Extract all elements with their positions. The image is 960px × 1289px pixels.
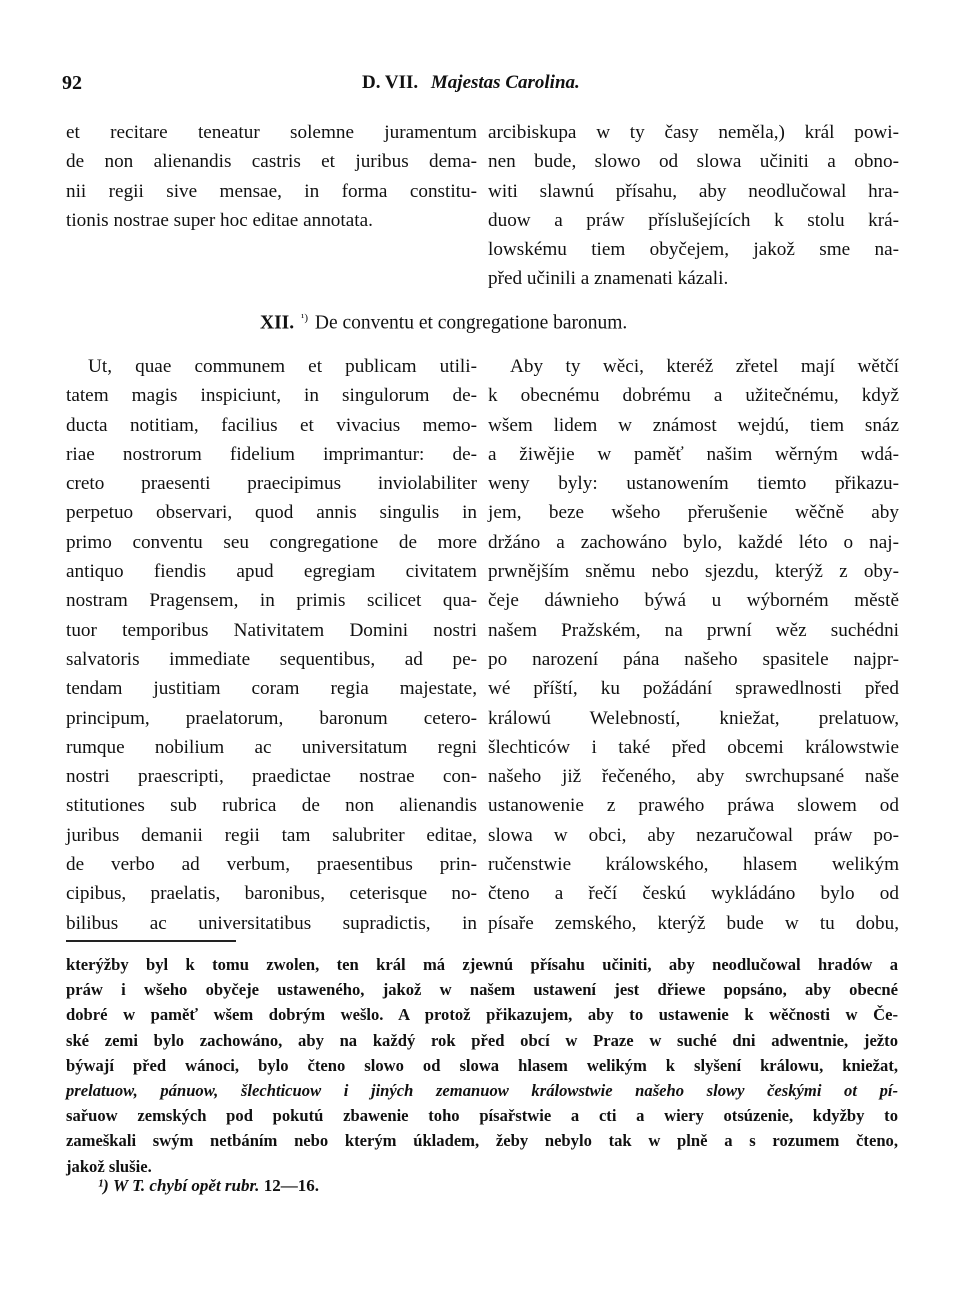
text-line: rumque nobilium ac universitatum regni bbox=[66, 736, 477, 758]
footnote-line: kterýžby byl k tomu zwolen, ten král má zjewnú přísahu učiniti, aby neodlučowal hradów a bbox=[66, 955, 898, 974]
text-line: et recitare teneatur solemne juramentum bbox=[66, 122, 477, 143]
footnote-rubric-range: 12—16. bbox=[263, 1176, 319, 1195]
running-head bbox=[362, 72, 580, 94]
top-latin-column bbox=[66, 118, 477, 235]
section-title: De conventu et congregatione baronum. bbox=[314, 312, 628, 334]
text-line: před učinili a znamenati kázali. bbox=[488, 268, 729, 290]
main-latin-column bbox=[66, 352, 477, 938]
footnote-line: prelatuow, pánuow, šlechticuow i jiných zemanuow králowstwie našeho slowy českými ot pí- bbox=[66, 1080, 898, 1100]
text-line: lowskému tiem obyčejem, jakož sme na- bbox=[488, 239, 899, 261]
footnote-line: sařuow zemských pod pokutú zbawenie toho písařstwie a cti a wiery otsúzenie, kdyžby to bbox=[66, 1106, 898, 1126]
text-line: ducta notitiam, facilius et vivacius memo- bbox=[66, 414, 477, 436]
text-line: prwnějším sněmu nebo sjezdu, kterýž z oby- bbox=[488, 561, 899, 583]
footnote-line: ské zemi bylo zachowáno, aby na každý rok před obcí w Praze w suché dni adwentnie, ježto bbox=[66, 1030, 898, 1050]
text-line: tionis nostrae super hoc editae annotata. bbox=[66, 209, 373, 231]
text-line: k obecnému dobrému a užitečnému, když bbox=[488, 385, 899, 407]
text-line: jem, beze wšeho přerušenie wěčně aby bbox=[488, 502, 899, 524]
text-line: bilibus ac universitatibus supradictis, in bbox=[66, 912, 477, 934]
text-line: po narození pána našeho spasitele najpr- bbox=[488, 648, 899, 670]
text-line: našeho již řečeného, aby swrchupsané naše bbox=[488, 766, 899, 788]
text-line: weny byly: ustanowením tiemto přikazu- bbox=[488, 473, 899, 495]
text-line: perpetuo observari, quod annis singulis in bbox=[66, 502, 477, 524]
text-line: ustanowenie z prawého práwa slowem od bbox=[488, 795, 899, 817]
text-line: witi slawnú přísahu, aby neodlučowal hra- bbox=[488, 180, 899, 202]
text-line: cipibus, praelatis, baronibus, ceterisque no- bbox=[66, 883, 477, 905]
page-number: 92 bbox=[62, 72, 82, 94]
section-label: D. VII. bbox=[362, 72, 419, 93]
footnote-rubric bbox=[98, 1176, 319, 1196]
footnote-line: zameškali swým netbáním nebo kterým úkladem, žeby nebylo tak w plně a s rozumem čteno, bbox=[66, 1131, 898, 1151]
work-title: Majestas Carolina. bbox=[430, 72, 580, 93]
text-line: wé příští, ku požádání sprawedlnosti před bbox=[488, 678, 899, 700]
text-line: wšem lidem w známost wejdú, tiem snáz bbox=[488, 414, 899, 436]
text-line: slowa w obci, aby nezaručowal práw po- bbox=[488, 824, 899, 846]
text-line: juribus demanii regii tam salubriter editae, bbox=[66, 824, 477, 846]
footnote-block bbox=[66, 952, 898, 1179]
text-line: králowú Welebností, kniežat, prelatuow, bbox=[488, 707, 899, 729]
text-line: čteno a řečí českú wykládáno bylo od bbox=[488, 883, 899, 905]
top-czech-column bbox=[488, 118, 899, 294]
footnote-divider bbox=[66, 940, 236, 942]
text-line: našem Pražském, na prwní wěz suchédni bbox=[488, 619, 899, 641]
text-line: nostram Pragensem, in primis scilicet qua- bbox=[66, 590, 477, 612]
footnote-marker: ¹) bbox=[98, 1176, 109, 1195]
text-line: držáno a zachowáno bylo, každé léto o naj- bbox=[488, 531, 899, 553]
footnote-line: práw i wšeho obyčeje ustaweného, jakož w našem ustawení jest dřiewe popsáno, aby obecné bbox=[66, 980, 898, 1000]
text-line: principum, praelatorum, baronum cetero- bbox=[66, 707, 477, 729]
text-line: tatem magis inspiciunt, in singulorum de- bbox=[66, 385, 477, 407]
text-line: a žiwějie w paměť našim wěrným wdá- bbox=[488, 443, 899, 465]
text-line: de verbo ad verbum, praesentibus prin- bbox=[66, 854, 477, 876]
text-line: antiquo fiendis apud egregiam civitatem bbox=[66, 561, 477, 583]
text-line: čeje dáwnieho býwá u wýborném městě bbox=[488, 590, 899, 612]
text-line: Aby ty wěci, kteréž zřetel mají wětčí bbox=[510, 356, 899, 377]
text-line: tuor temporibus Nativitatem Domini nostri bbox=[66, 619, 477, 641]
footnote-marker: ¹) bbox=[301, 312, 308, 324]
text-line: salvatoris immediate sequentibus, ad pe- bbox=[66, 648, 477, 670]
text-line: creto praesenti praecipimus inviolabiliter bbox=[66, 473, 477, 495]
footnote-line: dobré w paměť wšem dobrým wešlo. A protož přikazujem, aby to ustawenie k wěčnosti w Če- bbox=[66, 1005, 898, 1025]
section-number: XII. bbox=[260, 312, 295, 334]
text-line: stitutiones sub rubrica de non alienandis bbox=[66, 795, 477, 817]
text-line: nii regii sive mensae, in forma constitu- bbox=[66, 180, 477, 202]
text-line: šlechticów i také před obcemi králowstwie bbox=[488, 736, 899, 758]
footnote-line: býwají před wánoci, bylo čteno slowo od slowa hlasem welikým k slyšení králowu, kniežat, bbox=[66, 1055, 898, 1075]
text-line: primo conventu seu congregatione de more bbox=[66, 531, 477, 553]
text-line: nen bude, slowo od slowa učiniti a obno- bbox=[488, 151, 899, 173]
footnote-rubric-text: W T. chybí opět rubr. bbox=[113, 1176, 260, 1195]
text-line: de non alienandis castris et juribus dema- bbox=[66, 151, 477, 173]
running-header bbox=[62, 72, 898, 102]
text-line: nostri praescripti, praedictae nostrae con- bbox=[66, 766, 477, 788]
text-line: tendam justitiam coram regia majestate, bbox=[66, 678, 477, 700]
text-line: duow a práw příslušejících k stolu krá- bbox=[488, 209, 899, 231]
text-line: Ut, quae communem et publicam utili- bbox=[88, 356, 477, 377]
text-line: riae nostrorum fidelium imprimantur: de- bbox=[66, 443, 477, 465]
text-line: ručenstwie králowského, hlasem welikým bbox=[488, 854, 899, 876]
text-line: písaře zemského, kterýž bude w tu dobu, bbox=[488, 912, 899, 934]
main-czech-column bbox=[488, 352, 899, 938]
footnote-line: jakož slušie. bbox=[66, 1156, 152, 1176]
section-heading bbox=[260, 312, 627, 335]
text-line: arcibiskupa w ty časy neměla,) král powi- bbox=[488, 122, 899, 143]
